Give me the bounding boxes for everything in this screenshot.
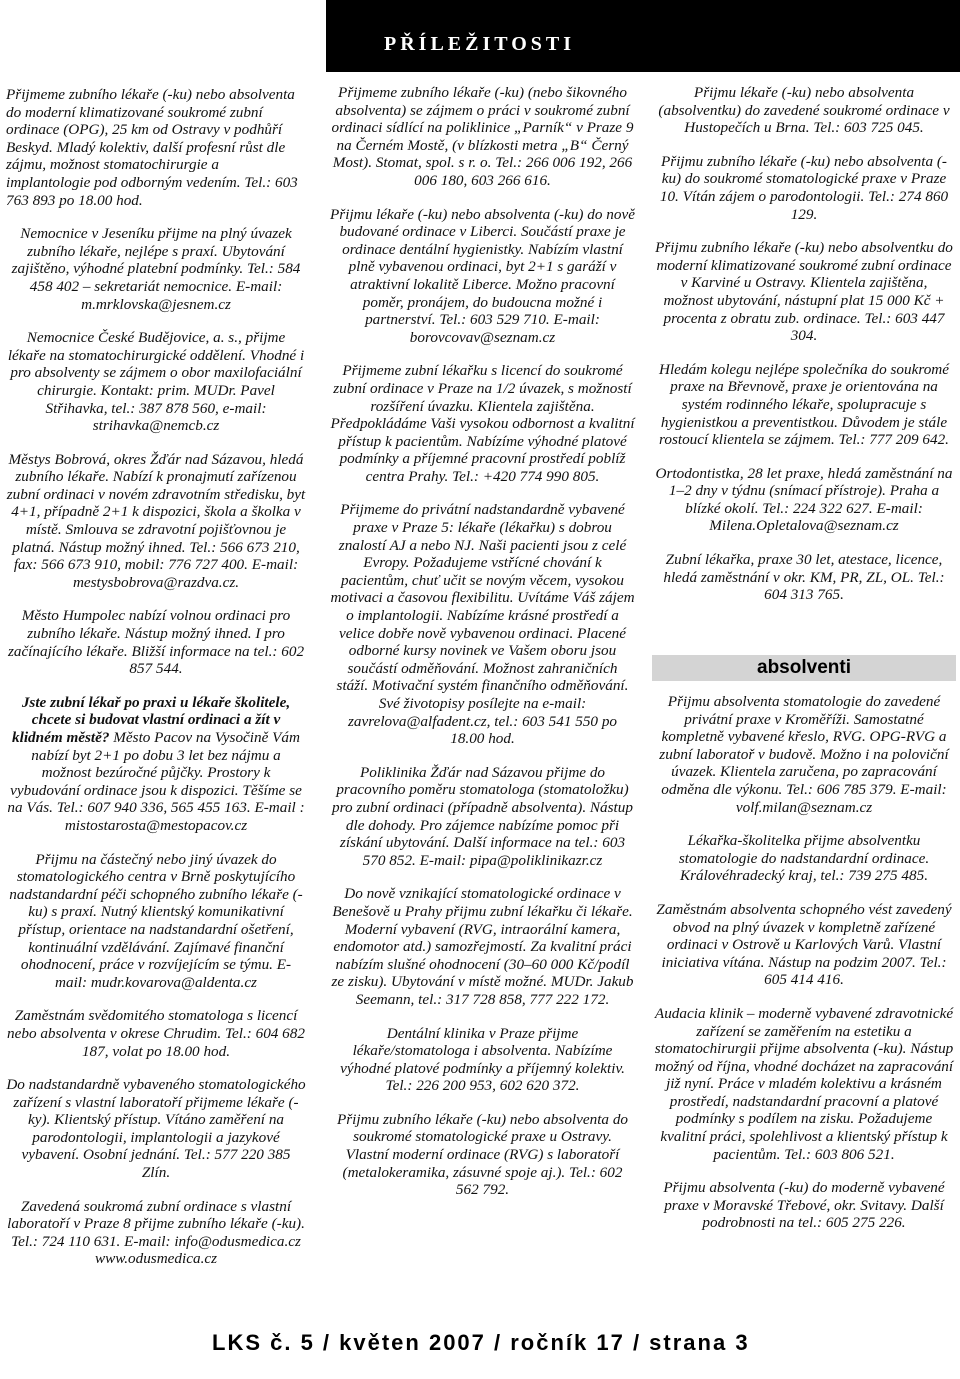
ad-item: Městys Bobrová, okres Žďár nad Sázavou, hledá zubního lékaře. Nabízí k pronajmutí zařízenou zubní ordinaci v novém zdravotním středisku, byt 4+1, případně 2+1 k dispozici, škola a školka v místě. Smlouva se zdravotní pojišťovnou je platná. Nástup možný ihned. Tel.: 566 673 210, fax: 566 673 910, mobil: 776 727 400. E-mail: mestysbobrova@razdva.cz. xyxy=(6,450,306,591)
ad-item: Přijmu absolventa (-ku) do moderně vybavené praxe v Moravské Třebové, okr. Svitavy. Další podrobnosti na tel.: 605 275 226. xyxy=(663,1179,945,1232)
column-3-absolventi xyxy=(654,693,954,1248)
ad-body: Město Pacov na Vysočině Vám nabízí byt 2+1 po dobu 3 let bez nájmu a možnost bezúročné půjčky. Prostory k vybudování ordinace jsou k dispozici. Těšíme se na Vás. Tel.: 607 940 336, 565 455 163. E-mail : mistostarosta@mestopacov.cz xyxy=(7,729,305,834)
column-1 xyxy=(6,86,306,1284)
ad-item: Přijmeme zubní lékařku s licencí do soukromé zubní ordinace v Praze na 1/2 úvazek, s možností rozšíření úvazku. Klientela zajištěna. Předpokládáme Vaši vysokou odbornost a kvalitní přístup k pacientům. Nabízíme výhodné platové podmínky a příjemné pracovní prostředí poblíž centra Prahy. Tel.: +420 774 990 805. xyxy=(330,362,635,485)
ad-item: Přijmu lékaře (-ku) nebo absolventa (-ku) do nově budované ordinace v Liberci. Součástí praxe je ordinace dentální hygienistky. Nabízím vlastní plně vybavenou ordinaci, byt 2+1 s garáží v atraktivní lokalitě Liberce. Možno pracovní poměr, pronájem, do budoucna možné i partnerství. Tel.: 603 529 710. E-mail: borovcovav@seznam.cz xyxy=(330,205,635,346)
page-footer: LKS č. 5 / květen 2007 / ročník 17 / strana 3 xyxy=(212,1330,750,1355)
ad-item: Hledám kolegu nejlépe společníka do soukromé praxe na Břevnově, praxe je orientována na systém rodinného lékaře, spolupracuje s hygienistkou a preventistkou. Důvodem je stále rostoucí klientela se zájmem. Tel.: 777 209 642. xyxy=(658,360,950,449)
ad-item: Přijmu zubního lékaře (-ku) nebo absolventku do moderní klimatizované soukromé zubní ordinace v Karviné u Ostravy. Klientela zajištěna, možnost ubytování, nástupní plat 15 000 Kč + procenta z obratu zub. ordinace. Tel.: 603 447 304. xyxy=(655,239,953,345)
ad-item: Přijmeme do privátní nadstandardně vybavené praxe v Praze 5: lékaře (lékařku) s dobrou znalostí AJ a nebo NJ. Naši pacienti jsou z celé Evropy. Požadujeme vstřícné chování k pacientům, chuť učit se novým věcem, vysokou motivaci a časovou flexibilitu. Uvítáme Váš zájem o implantologii. Nabízíme krásné prostředí a velice dobře nově vybavenou ordinaci. Placené odborné kursy novinek ve Vašem oboru jsou součástí odměňování. Možnost zahraničních stáží. Motivační systém finančního odměňování. Své životopisy posílejte na e-mail: zavrelova@alfadent.cz, tel.: 603 541 550 po 18.00 hod. xyxy=(330,501,635,748)
ad-item: Do nadstandardně vybaveného stomatologického zařízení s vlastní laboratoří přijmeme lékaře (-ky). Klientský přístup. Vítáno zaměření na parodontologii, implantologii a jazykové vybavení. Osobní jednání. Tel.: 577 220 385 Zlín. xyxy=(6,1076,306,1182)
section-title: PŘÍLEŽITOSTI xyxy=(384,33,576,55)
ad-item: Do nově vznikající stomatologické ordinace v Benešově u Prahy přijmu zubní lékařku či lékaře. Moderní vybavení (RVG, intraorální kamera, endomotor atd.) samozřejmostí. Za kvalitní práci nabízím slušné ohodnocení (30–60 000 Kč/podíl ze zisku). Ubytování v místě možné. MUDr. Jakub Seemann, tel.: 317 728 858, 777 222 172. xyxy=(331,885,634,1008)
ad-item: Zavedená soukromá zubní ordinace s vlastní laboratoří v Praze 8 přijme zubního lékaře (-ku). Tel.: 724 110 631. E-mail: info@odusmedica.cz www.odusmedica.cz xyxy=(7,1197,305,1268)
ad-item: Nemocnice České Budějovice, a. s., přijme lékaře na stomatochirurgické oddělení. Vhodné i pro absolventy se zájmem o obor maxilofaciální chirurgie. Kontakt: prim. MUDr. Pavel Střihavka, tel.: 387 878 560, e-mail: strihavka@nemcb.cz xyxy=(7,329,305,435)
column-2 xyxy=(330,84,635,1215)
ad-item: Nemocnice v Jeseníku přijme na plný úvazek zubního lékaře, nejlépe s praxí. Ubytování zajištěno, výhodné platební podmínky. Tel.: 584 458 402 – sekretariát nemocnice. E-mail: m.mrklovska@jesnem.cz xyxy=(11,225,301,313)
header-bar xyxy=(326,0,960,72)
ad-item: Zubní lékařka, praxe 30 let, atestace, licence, hledá zaměstnání v okr. KM, PR, ZL, OL. Tel.: 604 313 765. xyxy=(663,551,945,604)
ad-item: Přijmeme zubního lékaře (-ku) nebo absolventa do moderní klimatizované soukromé zubní ordinace (OPG), 25 km od Ostravy v podhůří Beskyd. Mladý kolektiv, další profesní růst dle zájmu, možnost stomatochirurgie a implantologie pod odborným vedením. Tel.: 603 763 893 po 18.00 hod. xyxy=(6,86,298,209)
ad-item: Přijmu lékaře (-ku) nebo absolventa (absolventku) do zavedené soukromé ordinace v Hustopečích u Brna. Tel.: 603 725 045. xyxy=(658,84,950,137)
ad-item: Ortodontistka, 28 let praxe, hledá zaměstnání na 1–2 dny v týdnu (snímací přístroje). Praha a blízké okolí. Tel.: 224 322 627. E-mail: Milena.Opletalova@seznam.cz xyxy=(655,464,953,535)
column-3 xyxy=(654,84,954,620)
ad-item: Přijmeme zubního lékaře (-ku) (nebo šikovného absolventa) se zájmem o práci v soukromé zubní ordinaci sídlící na poliklinice „Parník“ v Praze 9 na Černém Mostě, (v blízkosti metra „B“ Černý Most). Stomat, spol. s r. o. Tel.: 266 006 192, 266 006 180, 603 266 616. xyxy=(331,84,634,189)
ad-item: Lékařka-školitelka přijme absolventku stomatologie do nadstandardní ordinace. Královéhradecký kraj, tel.: 739 275 485. xyxy=(678,832,930,885)
ad-item: Přijmu na částečný nebo jiný úvazek do stomatologického centra v Brně poskytujícího nadstandardní péči schopného zubního lékaře (-ku) s praxí. Nutný klientský komunikativní přístup, orientace na nadstandardní ošetření, kontinuální vzdělávání. Zajímavé finanční ohodnocení, práce v rozvíjejícím se týmu. E-mail: mudr.kovarova@aldenta.cz xyxy=(9,850,303,991)
ad-item: Dentální klinika v Praze přijme lékaře/stomatologa i absolventa. Nabízíme výhodné platové podmínky a příjemný kolektiv. Tel.: 226 200 953, 602 620 372. xyxy=(340,1024,625,1095)
ad-heading: Jste zubní lékař po praxi u lékaře školitele, chcete si budovat vlastní ordinaci a žít v klidném městě? xyxy=(12,693,291,746)
ad-item xyxy=(6,694,306,835)
ad-item: Zaměstnám svědomitého stomatologa s licencí nebo absolventa v okrese Chrudim. Tel.: 604 682 187, volat po 18.00 hod. xyxy=(7,1007,305,1060)
ad-item: Město Humpolec nabízí volnou ordinaci pro zubního lékaře. Nástup možný ihned. I pro začínajícího lékaře. Bližší informace na tel.: 602 857 544. xyxy=(7,607,305,678)
ad-item: Zaměstnám absolventa schopného vést zavedený obvod na plný úvazek v kompletně zařízené ordinaci v Ostrově u Karlových Varů. Vlastní iniciativa vítána. Nástup na podzim 2007. Tel.: 605 414 416. xyxy=(656,900,952,989)
ad-item: Přijmu zubního lékaře (-ku) nebo absolventa do soukromé stomatologické praxe u Ostravy. Vlastní moderní ordinace (RVG) s laboratoří (metalokeramika, zásuvné spoje aj.). Tel.: 602 562 792. xyxy=(336,1110,629,1199)
section-header-absolventi xyxy=(652,655,956,681)
ad-item: Přijmu zubního lékaře (-ku) nebo absolventa (-ku) do soukromé stomatologické praxe v Praze 10. Vítán zájem o parodontologii. Tel.: 274 860 129. xyxy=(659,152,949,223)
ad-item: Audacia klinik – moderně vybavené zdravotnické zařízení se zaměřením na estetiku a stomatochirurgii přijme absolventa (-ku). Nástup možný od října, vhodné docházet na zapracování již nyní. Práce v mladém kolektivu a krásném prostředí, nadstandardní pracovní a platové podmínky s podílem na zisku. Požadujeme kvalitní práci, spolehlivost a klientský přístup k pacientům. Tel.: 603 806 521. xyxy=(654,1004,954,1163)
section-header-label: absolventi xyxy=(757,657,851,678)
ad-item: Přijmu absolventa stomatologie do zavedené privátní praxe v Kroměříži. Samostatné kompletně vybavené křeslo, RVG. OPG-RVG a zubní laboratoř v budově. Možno i na poloviční úvazek. Klientela zaručena, po zapracování odměna dle výkonu. Tel.: 606 785 379. E-mail: volf.milan@seznam.cz xyxy=(659,693,949,816)
ad-item: Poliklinika Žďár nad Sázavou přijme do pracovního poměru stomatologa (stomatoložku) pro zubní ordinaci (případně absolventa). Nástup dle dohody. Pro zájemce nabízíme pomoc při získání ubytování. Další informace na tel.: 603 570 852. E-mail: pipa@poliklinikazr.cz xyxy=(332,763,633,869)
